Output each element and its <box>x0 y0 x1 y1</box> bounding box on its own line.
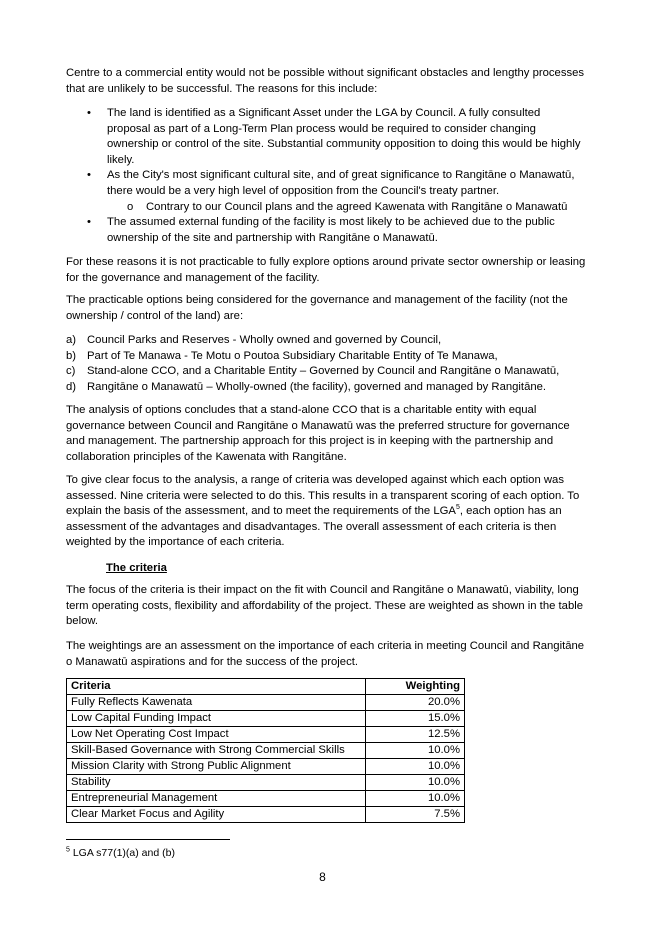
paragraph-text: , each option has an assessment of the advantages and disadvantages. The overall assessment of each criteria is then weighted by the importance of each criteria. <box>66 505 562 549</box>
footnote <box>66 846 175 862</box>
sub-bullet-icon: o <box>127 200 134 213</box>
footnote-ref[interactable]: 5 <box>455 504 460 512</box>
bullet-text: As the City's most significant cultural site, and of great significance to Rangitāne o Manawatū, there would be a very high level of opposition from the Council's treaty partner. <box>107 169 575 197</box>
option-text: Rangitāne o Manawatū – Wholly-owned (the facility), governed and managed by Rangitāne. <box>87 380 547 393</box>
weighting-cell: 10.0% <box>366 743 465 759</box>
paragraph-analysis: The analysis of options concludes that a stand-alone CCO that is a charitable entity with equal governance between Council and Rangitāne o Manawatū was the preferred structure for governance and management. The partnership approach for this project is in keeping with the partnership and collaboration principles of the Kawenata with Rangitāne. <box>66 404 570 463</box>
option-label: d) <box>66 380 77 393</box>
criteria-cell: Entrepreneurial Management <box>67 791 366 807</box>
bullet-text: The land is identified as a Significant Asset under the LGA by Council. A fully consulted proposal as part of a Long-Term Plan process would be required to consider changing ownership or control of the site. Substantial community opposition to doing this would be highly likely. <box>107 107 581 166</box>
table-row <box>67 711 465 727</box>
weighting-cell: 12.5% <box>366 727 465 743</box>
weighting-cell: 10.0% <box>366 775 465 791</box>
list-item <box>66 168 586 199</box>
footnote-divider <box>66 839 230 840</box>
option-item <box>66 349 596 365</box>
table-row <box>67 695 465 711</box>
weighting-cell: 10.0% <box>366 759 465 775</box>
weighting-cell: 7.5% <box>366 807 465 823</box>
sub-list-item <box>66 200 586 216</box>
weighting-cell: 15.0% <box>366 711 465 727</box>
criteria-cell: Mission Clarity with Strong Public Alignment <box>67 759 366 775</box>
criteria-cell: Clear Market Focus and Agility <box>67 807 366 823</box>
bullet-icon: • <box>87 169 91 182</box>
table-row <box>67 775 465 791</box>
weighting-cell: 20.0% <box>366 695 465 711</box>
option-label: a) <box>66 334 77 346</box>
option-text: Stand-alone CCO, and a Charitable Entity – Governed by Council and Rangitāne o Manawatū, <box>87 365 560 378</box>
option-item <box>66 380 596 396</box>
column-header-weighting: Weighting <box>366 679 465 695</box>
sub-bullet-text: Contrary to our Council plans and the agreed Kawenata with Rangitāne o Manawatū <box>146 200 568 213</box>
option-item <box>66 333 596 349</box>
criteria-cell: Low Capital Funding Impact <box>67 711 366 727</box>
paragraph-criteria-focus: The focus of the criteria is their impact on the fit with Council and Rangitāne o Manawatū, viability, long term operating costs, flexibility and affordability of the project. These are weighted as shown in the table below. <box>66 584 584 628</box>
criteria-table <box>66 678 465 823</box>
option-item <box>66 364 596 380</box>
option-label: c) <box>66 365 76 378</box>
option-label: b) <box>66 349 77 362</box>
paragraph-weightings: The weightings are an assessment on the importance of each criteria in meeting Council and Rangitāne o Manawatū aspirations and for the success of the project. <box>66 640 585 668</box>
list-item <box>66 215 586 246</box>
page-number: 8 <box>319 870 326 884</box>
criteria-cell: Skill-Based Governance with Strong Commercial Skills <box>67 743 366 759</box>
paragraph-text: To give clear focus to the analysis, a range of criteria was developed against which each option was assessed. Nine criteria were selected to do this. This results in a transparent scoring of each option. To explain the basis of the assessment, and to meet the requirements of the LGA <box>66 474 580 518</box>
table-header-row <box>67 679 465 695</box>
criteria-cell: Low Net Operating Cost Impact <box>67 727 366 743</box>
paragraph-practicability: For these reasons it is not practicable to fully explore options around private sector ownership or leasing for the governance and management of the facility. <box>66 256 586 284</box>
criteria-cell: Fully Reflects Kawenata <box>67 695 366 711</box>
paragraph-criteria-intro <box>66 473 586 551</box>
table-row <box>67 727 465 743</box>
footnote-text: LGA s77(1)(a) and (b) <box>69 847 175 859</box>
footnote-number: 5 <box>66 846 70 854</box>
reasons-list <box>66 106 586 246</box>
table-row <box>67 743 465 759</box>
options-list <box>66 333 596 395</box>
bullet-text: The assumed external funding of the facility is most likely to be achieved due to the public ownership of the site and partnership with Rangitāne o Manawatū. <box>107 216 555 244</box>
bullet-icon: • <box>87 107 91 119</box>
list-item <box>66 106 586 168</box>
paragraph-options-intro: The practicable options being considered for the governance and management of the facility (not the ownership / control of the land) are: <box>66 294 568 322</box>
paragraph-intro: Centre to a commercial entity would not be possible without significant obstacles and lengthy processes that are unlikely to be successful. The reasons for this include: <box>66 67 585 95</box>
criteria-cell: Stability <box>67 775 366 791</box>
option-text: Council Parks and Reserves - Wholly owned and governed by Council, <box>87 334 442 346</box>
weighting-cell: 10.0% <box>366 791 465 807</box>
option-text: Part of Te Manawa - Te Motu o Poutoa Subsidiary Charitable Entity of Te Manawa, <box>87 349 498 362</box>
table-row <box>67 759 465 775</box>
column-header-criteria: Criteria <box>67 679 366 695</box>
table-row <box>67 791 465 807</box>
table-row <box>67 807 465 823</box>
section-heading: The criteria <box>106 562 167 574</box>
bullet-icon: • <box>87 216 91 229</box>
